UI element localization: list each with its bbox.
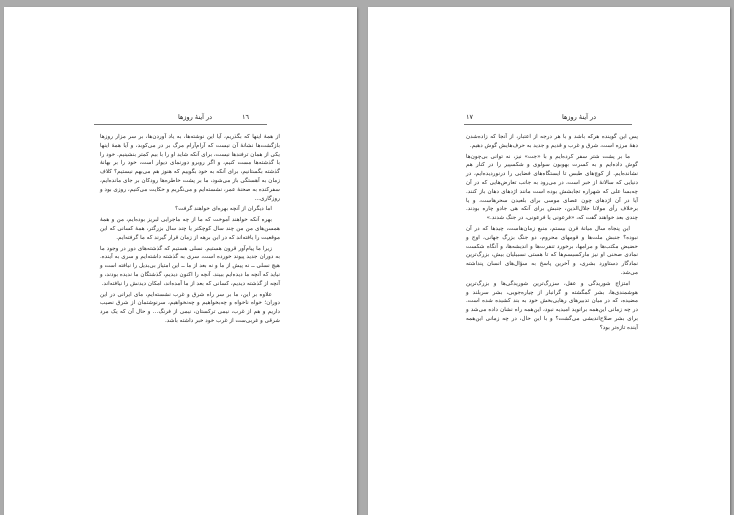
- paragraph: از همهٔ اینها که بگذریم، آیا این نوشته‌ها، به یاد آوردن‌ها، بر سر مزار روزها بازگشت‌ها نشانهٔ آن نیست که آرام‌آرام مرگ بر در می‌کوبد، و آیا همهٔ اینها یکی از همان ترفندها نیست، برای آنکه شاید او را با بیم کمتر بنشینیم. خود را با گذشته‌ها مست کنیم، و اگر روبرو دورنمای دیوار است، خود را بر بهانهٔ گذشته بگستانیم، برای آنکه به خود بگوییم که هنوز هم می‌بهم نیستیم؟ کلاف زمان به آهستگی باز می‌شود، ما بر پشت خاطره‌ها رودکان بر جای مانده‌ایم، سفرکنده به صحنهٔ عمر، نشسته‌ایم و می‌نگریم و حکایت می‌کنیم، روزی بود و روزگاری…: [100, 134, 280, 202]
- paragraph: پس این گوینده هرکه باشد و با هر درجه از اعتبار، از آنجا که زاده‌شدن دهۀ مرزه است، شرق و غرب و قدیم و جدید به حرف‌هایش گوش دهیم.: [466, 134, 638, 149]
- running-title: در آینهٔ روزها: [178, 113, 213, 121]
- left-page-header: [94, 113, 267, 127]
- header-rule: [94, 124, 267, 125]
- page-number: ١٧: [466, 113, 473, 121]
- running-title: در آینهٔ روزها: [562, 113, 597, 121]
- paragraph: اما دیگران از آنچه بهره‌ای خواهند گرفت؟: [175, 206, 272, 213]
- paragraph: زیرا ما پیام‌آور قرون هستیم. نسلی هستیم که گذشته‌های دور در وجود ما به دوران جدید پیوند خورده است، سری به گذشته داشته‌ایم و سری به آینده. هیچ نسلی ــ نه پیش از ما و نه بعد از ما ــ این امتیاز بی‌بدیل را نیافته است و نیاید که آنچه ما دیده‌ایم ببیند. آنچه را اکنون دیدیم، گذشتگان ما ندیده بودند، و آنچه از گذشته دیدیم، کسانی که بعد از ما آمده‌اند، امکان دیدنش را نیافته‌اند.: [100, 245, 280, 287]
- right-page-body: [466, 133, 638, 335]
- paragraph: این پنجاه سال میانهٔ قرن بیستم، منبع زمان‌هاست، چیدها که در آن نبوده؟ جنبش ملت‌ها و قومهای محروم، دو جنگ بزرگ جهانی، اوج و حضیض مکتب‌ها و مرامها، برخورد تنفرت‌ها و اندیشه‌ها، و آنگاه شکست نمادی صحنی او نیز مارکسیسم‌ها که تا هستی نسبیلیان بیش، بزرگ‌ترین نمادگار دستاورد بشری، و آخرین پاسخ به سؤال‌های انسان پنداشته می‌شد.: [466, 225, 638, 276]
- paragraph: علاوه بر این، ما بر سر راه شرق و غرب نشسته‌ایم، مای ایرانی در این دوران؛ خواه ناخواه و چه‌بخواهیم و چه‌نخواهیم، سرنوشتمان از شرق نصیب داریم و هم از غرب، نیمی ترکستان، نیمی از فرنگ… و حال آن که یک مرد شرقی و غربی‌ست از غرب خود خبر داشته باشد.: [100, 291, 280, 324]
- left-page: [4, 7, 357, 515]
- paragraph: ما بر پشت شتر سفر کرده‌ایم و با «جت» نیز، نه توانی بی‌چون‌ها گوش داده‌ایم و به کسرت بهوبون سولوی و شکسپیر را در کنار هم نشانده‌ایم. از کوچ‌های طبس تا ایستگاه‌های فضایی را درنوردیده‌ایم، در دنیایی که سالانهٔ از خبر است، در می‌رود به جانب تعارض‌هایی که در آن چه‌بسا علی که شهراره تجابشش بوده است مانند اژدهای دهان باز کنند. آیا در آن اژدهای چون عصای موسی برای بلعیدن سحرهاست، و یا برخلاف رأی مولانا جلال‌الدین، جنبش برای آنکه هی جادو چاره بودند. چندی بعد خواهند گفت که، «فرعونی یا فرعونی، در جنگ شدند.»: [466, 153, 638, 222]
- left-page-body: [100, 133, 280, 328]
- paragraph: امتزاج شوریدگی و عقل، سزرگ‌ترین شوریدگی‌ها و بزرگ‌ترین هوشمندی‌ها، بشر گمگشته و گرانبار از چیاره‌جویی، بشر سربلند و مضیده، که در میان تدبیرهای رهایی‌بخش خود به بند کشیده شده است. در چه زمانی این‌همه برانوید امیدیه نبود، این‌همه راه نشان داده می‌شد و برای بشر صلاح‌اندیشی می‌گشت؟ و با این حال، در چه زمانی این‌همه آینده تازه‌تر بود؟: [466, 280, 638, 331]
- paragraph: بهره آنکه خواهند آموخت که ما از چه ماجرایی لبریز بوده‌ایم، من و همهٔ همسن‌های من من چند سال کوچکتر یا چند سال بزرگتر، همهٔ کسانی که این موقعیت را یافته‌اند که در این برهه از زمان قرار گیرند که ما گرفته‌ایم.: [100, 217, 280, 241]
- right-page-header: [464, 113, 632, 127]
- header-rule: [464, 124, 632, 125]
- right-page: [368, 7, 730, 515]
- page-number: ١٦: [242, 113, 249, 121]
